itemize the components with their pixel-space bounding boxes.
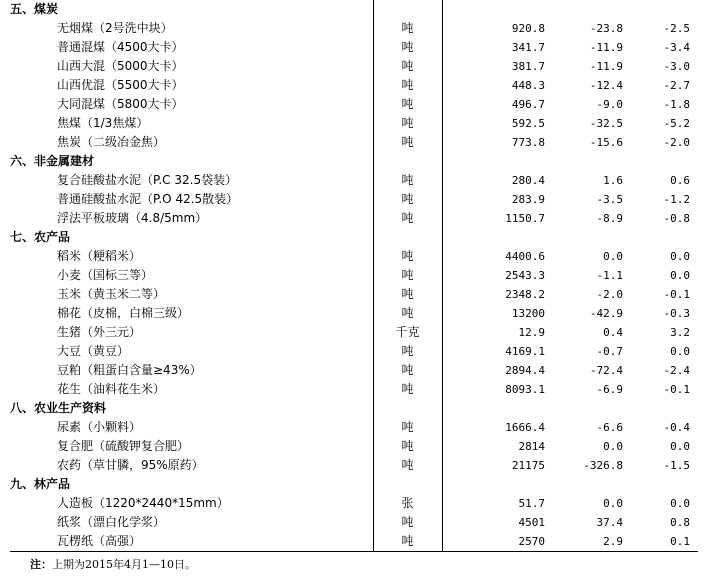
product-name: 无烟煤（2号洗中块） [57, 21, 173, 35]
price-cell: 8093.1 [442, 380, 553, 399]
unit-cell: 吨 [373, 266, 442, 285]
price-table-body [10, 0, 698, 552]
change-cell: -9.0 [596, 98, 623, 111]
product-name: 山西大混（5000大卡） [57, 59, 184, 73]
price-cell: 4400.6 [442, 247, 553, 266]
change-cell: -1.1 [596, 269, 623, 282]
unit-cell: 吨 [373, 190, 442, 209]
price-cell: 2894.4 [442, 361, 553, 380]
price-cell: 4501 [442, 513, 553, 532]
product-name: 尿素（小颗料） [57, 420, 142, 434]
product-name: 普通硅酸盐水泥（P.O 42.5散装） [57, 192, 239, 206]
section-title: 八、农业生产资料 [10, 401, 107, 415]
price-cell [442, 399, 553, 418]
price-cell: 1666.4 [442, 418, 553, 437]
change-cell: -326.8 [583, 459, 623, 472]
change-cell: 2.9 [553, 532, 631, 552]
change-cell: -11.9 [589, 41, 623, 54]
table-row [10, 171, 698, 190]
product-name: 纸浆（漂白化学浆） [57, 515, 166, 529]
unit-cell [373, 152, 442, 171]
footnote-label: 注： [30, 558, 52, 571]
price-table [10, 0, 698, 552]
change-cell [553, 152, 631, 171]
product-name: 复合肥（硫酸钾复合肥） [57, 439, 190, 453]
product-name: 稻米（粳稻米） [57, 249, 142, 263]
percent-change-cell [631, 0, 698, 19]
unit-cell: 吨 [373, 342, 442, 361]
unit-cell: 吨 [373, 361, 442, 380]
price-cell: 2543.3 [442, 266, 553, 285]
percent-change-cell: -0.3 [663, 307, 690, 320]
price-cell: 280.4 [442, 171, 553, 190]
section-title: 九、林产品 [10, 477, 71, 491]
section-row [10, 152, 698, 171]
unit-cell: 吨 [373, 76, 442, 95]
price-cell: 773.8 [442, 133, 553, 152]
footnote [30, 557, 196, 573]
percent-change-cell: 0.8 [670, 516, 690, 529]
price-cell: 51.7 [442, 494, 553, 513]
change-cell: -15.6 [589, 136, 623, 149]
percent-change-cell [631, 228, 698, 247]
percent-change-cell: -0.1 [663, 288, 690, 301]
unit-cell: 吨 [373, 133, 442, 152]
product-name: 浮法平板玻璃（4.8/5mm） [57, 211, 208, 225]
change-cell [553, 399, 631, 418]
unit-cell: 张 [373, 494, 442, 513]
table-row [10, 437, 698, 456]
price-cell: 920.8 [442, 19, 553, 38]
product-name: 焦炭（二级冶金焦） [57, 135, 166, 149]
table-row [10, 304, 698, 323]
price-cell: 341.7 [442, 38, 553, 57]
footnote-text: 上期为2015年4月1—10日。 [52, 558, 196, 571]
unit-cell: 千克 [373, 323, 442, 342]
percent-change-cell: 0.1 [631, 532, 698, 552]
price-cell [442, 0, 553, 19]
product-name: 大同混煤（5800大卡） [57, 97, 184, 111]
percent-change-cell: 0.0 [670, 345, 690, 358]
change-cell: 1.6 [603, 174, 623, 187]
change-cell: 0.4 [603, 326, 623, 339]
unit-cell: 吨 [373, 209, 442, 228]
percent-change-cell: -2.0 [663, 136, 690, 149]
section-row [10, 0, 698, 19]
percent-change-cell: 0.0 [670, 440, 690, 453]
unit-cell: 吨 [373, 418, 442, 437]
table-row [10, 57, 698, 76]
table-row [10, 38, 698, 57]
table-row [10, 190, 698, 209]
product-name: 生猪（外三元） [57, 325, 142, 339]
section-title: 七、农产品 [10, 230, 71, 244]
unit-cell: 吨 [373, 513, 442, 532]
product-name: 豆粕（粗蛋白含量≥43%） [57, 363, 202, 377]
section-row [10, 399, 698, 418]
section-row [10, 475, 698, 494]
percent-change-cell: -2.5 [663, 22, 690, 35]
section-title: 五、煤炭 [10, 2, 59, 16]
unit-cell: 吨 [373, 532, 442, 552]
percent-change-cell: 3.2 [670, 326, 690, 339]
price-cell [442, 475, 553, 494]
percent-change-cell: -0.1 [663, 383, 690, 396]
price-cell: 12.9 [442, 323, 553, 342]
table-row [10, 494, 698, 513]
table-row [10, 456, 698, 475]
product-name: 焦煤（1/3焦煤） [57, 116, 149, 130]
product-name: 山西优混（5500大卡） [57, 78, 184, 92]
table-row [10, 361, 698, 380]
unit-cell: 吨 [373, 247, 442, 266]
unit-cell: 吨 [373, 456, 442, 475]
unit-cell: 吨 [373, 380, 442, 399]
percent-change-cell: -1.5 [663, 459, 690, 472]
unit-cell [373, 228, 442, 247]
table-row [10, 418, 698, 437]
change-cell [553, 475, 631, 494]
unit-cell: 吨 [373, 437, 442, 456]
change-cell: -0.7 [596, 345, 623, 358]
percent-change-cell: -5.2 [663, 117, 690, 130]
change-cell: -32.5 [589, 117, 623, 130]
change-cell: 0.0 [603, 250, 623, 263]
product-name: 小麦（国标三等） [57, 268, 154, 282]
price-cell: 13200 [442, 304, 553, 323]
product-name: 普通混煤（4500大卡） [57, 40, 184, 54]
table-row [10, 76, 698, 95]
percent-change-cell: -0.4 [663, 421, 690, 434]
price-cell: 496.7 [442, 95, 553, 114]
price-cell: 381.7 [442, 57, 553, 76]
table-row [10, 285, 698, 304]
price-cell [442, 228, 553, 247]
table-row [10, 532, 698, 552]
price-cell: 21175 [442, 456, 553, 475]
table-row [10, 342, 698, 361]
unit-cell: 吨 [373, 285, 442, 304]
change-cell: -3.5 [596, 193, 623, 206]
unit-cell [373, 399, 442, 418]
table-row [10, 133, 698, 152]
percent-change-cell: -1.8 [663, 98, 690, 111]
table-row [10, 266, 698, 285]
unit-cell: 吨 [373, 114, 442, 133]
change-cell: -72.4 [589, 364, 623, 377]
price-cell [442, 152, 553, 171]
change-cell: -23.8 [589, 22, 623, 35]
unit-cell: 吨 [373, 95, 442, 114]
table-row [10, 95, 698, 114]
percent-change-cell: 0.0 [670, 497, 690, 510]
percent-change-cell: 0.0 [670, 269, 690, 282]
change-cell: -42.9 [589, 307, 623, 320]
table-row [10, 209, 698, 228]
table-row [10, 19, 698, 38]
product-name: 瓦楞纸（高强） [10, 532, 373, 552]
price-cell: 1150.7 [442, 209, 553, 228]
product-name: 大豆（黄豆） [57, 344, 130, 358]
unit-cell: 吨 [373, 38, 442, 57]
percent-change-cell: -0.8 [663, 212, 690, 225]
change-cell: -6.6 [596, 421, 623, 434]
table-row [10, 380, 698, 399]
table-row [10, 114, 698, 133]
percent-change-cell [631, 152, 698, 171]
change-cell: 0.0 [603, 440, 623, 453]
unit-cell: 吨 [373, 304, 442, 323]
percent-change-cell: 0.6 [670, 174, 690, 187]
unit-cell: 吨 [373, 57, 442, 76]
change-cell [553, 0, 631, 19]
product-name: 玉米（黄玉米二等） [57, 287, 166, 301]
change-cell: -12.4 [589, 79, 623, 92]
price-cell: 2570 [442, 532, 553, 552]
percent-change-cell: 0.0 [670, 250, 690, 263]
percent-change-cell: -3.4 [663, 41, 690, 54]
unit-cell [373, 0, 442, 19]
product-name: 复合硅酸盐水泥（P.C 32.5袋装） [57, 173, 238, 187]
unit-cell: 吨 [373, 171, 442, 190]
change-cell: 37.4 [596, 516, 623, 529]
change-cell: -2.0 [596, 288, 623, 301]
table-row [10, 247, 698, 266]
product-name: 人造板（1220*2440*15mm） [57, 496, 229, 510]
product-name: 花生（油料花生米） [57, 382, 166, 396]
change-cell: -6.9 [596, 383, 623, 396]
change-cell [553, 228, 631, 247]
price-cell: 283.9 [442, 190, 553, 209]
price-cell: 448.3 [442, 76, 553, 95]
price-cell: 592.5 [442, 114, 553, 133]
change-cell: 0.0 [603, 497, 623, 510]
unit-cell [373, 475, 442, 494]
section-title: 六、非金属建材 [10, 154, 95, 168]
percent-change-cell: -3.0 [663, 60, 690, 73]
unit-cell: 吨 [373, 19, 442, 38]
price-cell: 2348.2 [442, 285, 553, 304]
price-cell: 2814 [442, 437, 553, 456]
product-name: 棉花（皮棉，白棉三级） [57, 306, 190, 320]
percent-change-cell: -1.2 [663, 193, 690, 206]
price-cell: 4169.1 [442, 342, 553, 361]
table-row [10, 323, 698, 342]
percent-change-cell [631, 399, 698, 418]
product-name: 农药（草甘膦，95%原药） [57, 458, 204, 472]
change-cell: -8.9 [596, 212, 623, 225]
percent-change-cell: -2.7 [663, 79, 690, 92]
section-row [10, 228, 698, 247]
percent-change-cell [631, 475, 698, 494]
table-row [10, 513, 698, 532]
change-cell: -11.9 [589, 60, 623, 73]
percent-change-cell: -2.4 [663, 364, 690, 377]
